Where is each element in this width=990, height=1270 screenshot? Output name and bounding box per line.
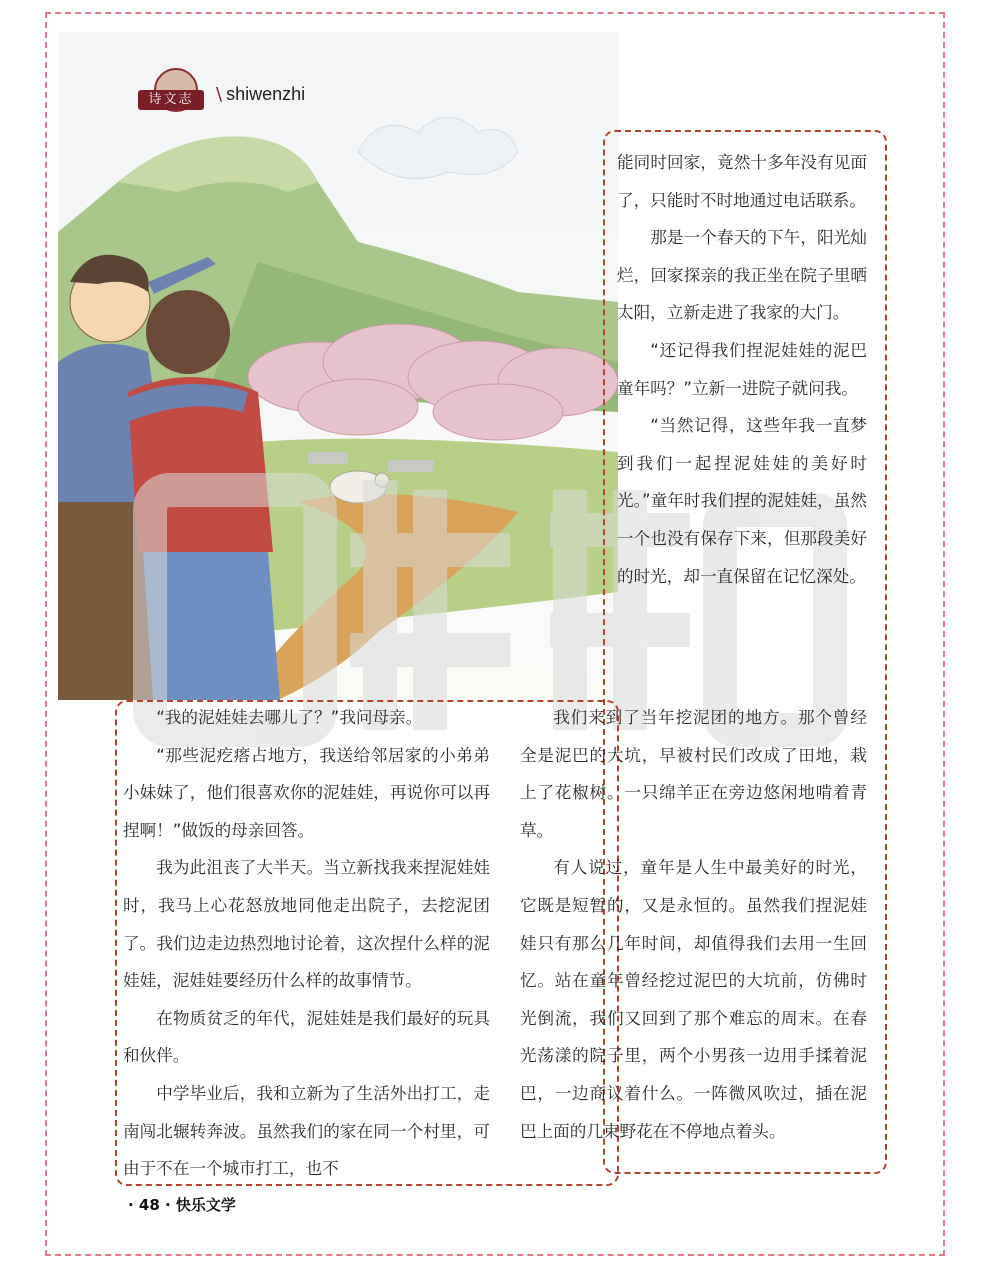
header-slash: \ [216, 83, 223, 105]
illustration-hillside [58, 32, 618, 700]
paragraph: 我们来到了当年挖泥团的地方。那个曾经全是泥巴的大坑，早被村民们改成了田地，栽上了花椒树。一只绵羊正在旁边悠闲地啃着青草。 [520, 708, 867, 840]
paragraph: 在物质贫乏的年代，泥娃娃是我们最好的玩具和伙伴。 [123, 1008, 490, 1066]
article-column-left [123, 699, 490, 1188]
article-column-right-top [617, 144, 867, 595]
page-footer: · 48 · 快乐文学 [128, 1196, 236, 1214]
paragraph: “还记得我们捏泥娃娃的泥巴童年吗？”立新一进院子就问我。 [617, 340, 867, 398]
column-logo [138, 68, 212, 112]
paragraph: 能同时回家，竟然十多年没有见面了，只能时不时地通过电话联系。 [617, 153, 867, 210]
column-name: 诗文志 [138, 90, 204, 110]
article-column-right-bottom [520, 699, 867, 1150]
column-pinyin: shiwenzhi [226, 83, 306, 104]
column-header [138, 62, 305, 118]
paragraph: 那是一个春天的下午，阳光灿烂，回家探亲的我正坐在院子里晒太阳，立新走进了我家的大门。 [617, 228, 867, 323]
paragraph: 中学毕业后，我和立新为了生活外出打工，走南闯北辗转奔波。虽然我们的家在同一个村里，可由于不在一个城市打工，也不 [123, 1083, 490, 1179]
paragraph: “当然记得，这些年我一直梦到我们一起捏泥娃娃的美好时光。”童年时我们捏的泥娃娃，虽然一个也没有保存下来，但那段美好的时光，却一直保留在记忆深处。 [617, 416, 867, 586]
paragraph: “那些泥疙瘩占地方，我送给邻居家的小弟弟小妹妹了，他们很喜欢你的泥娃娃，再说你可以再捏啊！”做饭的母亲回答。 [123, 745, 490, 840]
paragraph: 有人说过，童年是人生中最美好的时光，它既是短暂的，又是永恒的。虽然我们捏泥娃娃只有那么几年时间，却值得我们去用一生回忆。站在童年曾经挖过泥巴的大坑前，仿佛时光倒流，我们又回到了那个难忘的周末。在春光荡漾的院子里，两个小男孩一边用手揉着泥巴，一边商议着什么。一阵微风吹过，插在泥巴上面的几束野花在不停地点着头。 [520, 858, 867, 1141]
paragraph: 我为此沮丧了大半天。当立新找我来捏泥娃娃时，我马上心花怒放地同他走出院子，去挖泥团了。我们边走边热烈地讨论着，这次捏什么样的泥娃娃，泥娃娃要经历什么样的故事情节。 [123, 858, 490, 991]
paragraph: “我的泥娃娃去哪儿了？”我问母亲。 [156, 708, 423, 727]
